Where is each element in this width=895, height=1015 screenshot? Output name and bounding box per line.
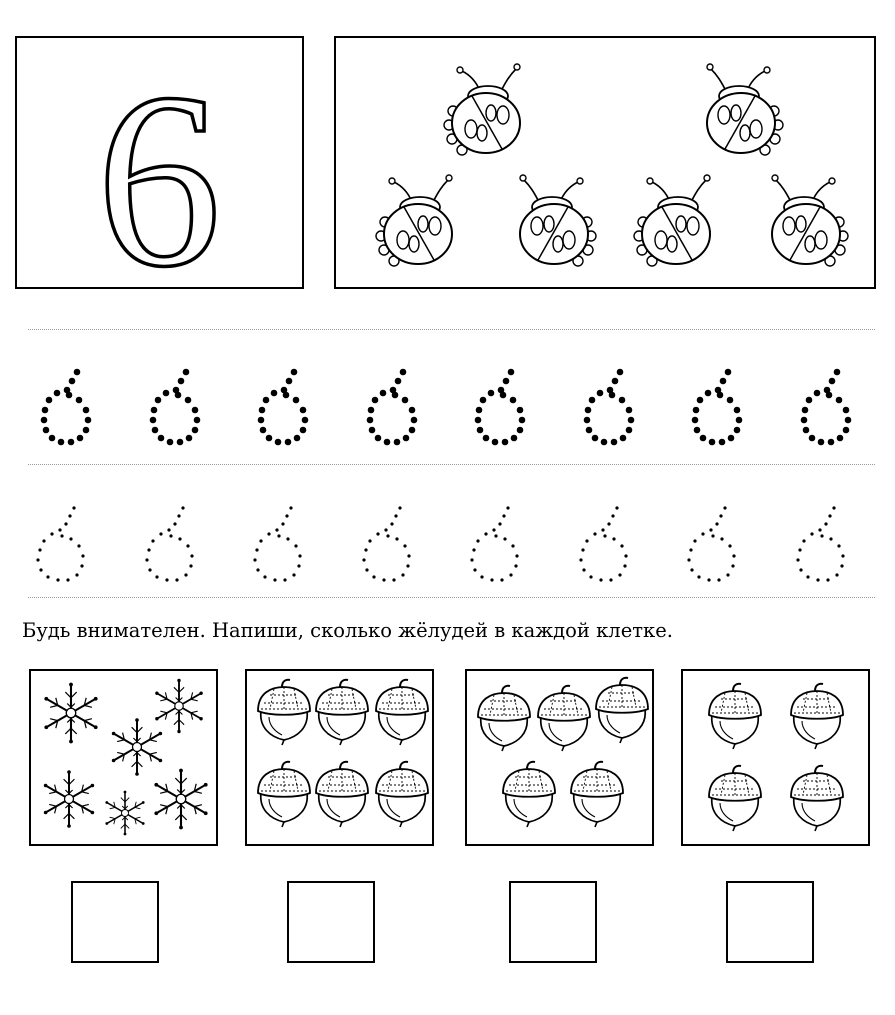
tracing-digit[interactable] [36, 506, 84, 581]
acorn-icon [709, 684, 761, 749]
acorn-cell-5 [465, 669, 654, 846]
acorn-icon [709, 766, 761, 831]
tracing-digit[interactable] [150, 369, 201, 446]
snowflake-icon [155, 679, 203, 733]
answer-box[interactable] [509, 881, 597, 963]
ladybug-card [334, 36, 876, 289]
acorn-icon [258, 680, 310, 745]
ladybug-icon [376, 175, 452, 266]
tracing-digit[interactable] [692, 369, 743, 446]
acorn-icon [478, 686, 530, 751]
snowflake-group [31, 671, 216, 844]
acorn-icon [503, 762, 555, 827]
bold-tracing-row [0, 330, 895, 465]
ladybug-icon [520, 175, 596, 266]
snowflake-icon [154, 769, 207, 830]
snowflake-icon [44, 683, 97, 744]
answer-box[interactable] [287, 881, 375, 963]
acorn-group [467, 671, 652, 844]
acorn-cell-4 [681, 669, 870, 846]
acorn-group [247, 671, 432, 844]
task-instruction: Будь внимателен. Напиши, сколько жёлудей в каждой клетке. [22, 619, 673, 642]
answer-box[interactable] [726, 881, 814, 963]
acorn-icon [316, 680, 368, 745]
acorn-icon [258, 762, 310, 827]
tracing-digit[interactable] [687, 506, 735, 581]
tracing-digit[interactable] [470, 506, 518, 581]
acorn-icon [316, 762, 368, 827]
ladybug-icon [772, 175, 848, 266]
tracing-digit[interactable] [367, 369, 418, 446]
acorn-icon [538, 686, 590, 751]
ladybug-icon [634, 175, 710, 266]
acorn-icon [791, 766, 843, 831]
tracing-digit[interactable] [41, 369, 92, 446]
snowflake-icon [105, 791, 144, 836]
acorn-group [683, 671, 868, 844]
tracing-digit[interactable] [253, 506, 301, 581]
acorn-icon [571, 762, 623, 827]
tracing-digit[interactable] [258, 369, 309, 446]
tracing-digit[interactable] [801, 369, 852, 446]
guide-line [28, 597, 875, 598]
answer-box[interactable] [71, 881, 159, 963]
snowflake-icon [44, 770, 94, 828]
tracing-digit[interactable] [362, 506, 410, 581]
digit-card [15, 36, 304, 289]
ladybug-icon [444, 64, 520, 155]
acorn-icon [791, 684, 843, 749]
acorn-icon [376, 680, 428, 745]
ladybug-group [336, 38, 874, 287]
snowflake-cell [29, 669, 218, 846]
digit-six-outline [17, 38, 302, 287]
acorn-cell-6 [245, 669, 434, 846]
tracing-digit[interactable] [796, 506, 844, 581]
tracing-digit[interactable] [579, 506, 627, 581]
tracing-digit[interactable] [475, 369, 526, 446]
tracing-digit[interactable] [584, 369, 635, 446]
snowflake-icon [112, 718, 162, 776]
digit-six-glyph: 6 [96, 42, 222, 287]
acorn-icon [376, 762, 428, 827]
acorn-icon [596, 678, 648, 743]
light-tracing-row [0, 465, 895, 597]
tracing-digit[interactable] [145, 506, 193, 581]
ladybug-icon [707, 64, 783, 155]
